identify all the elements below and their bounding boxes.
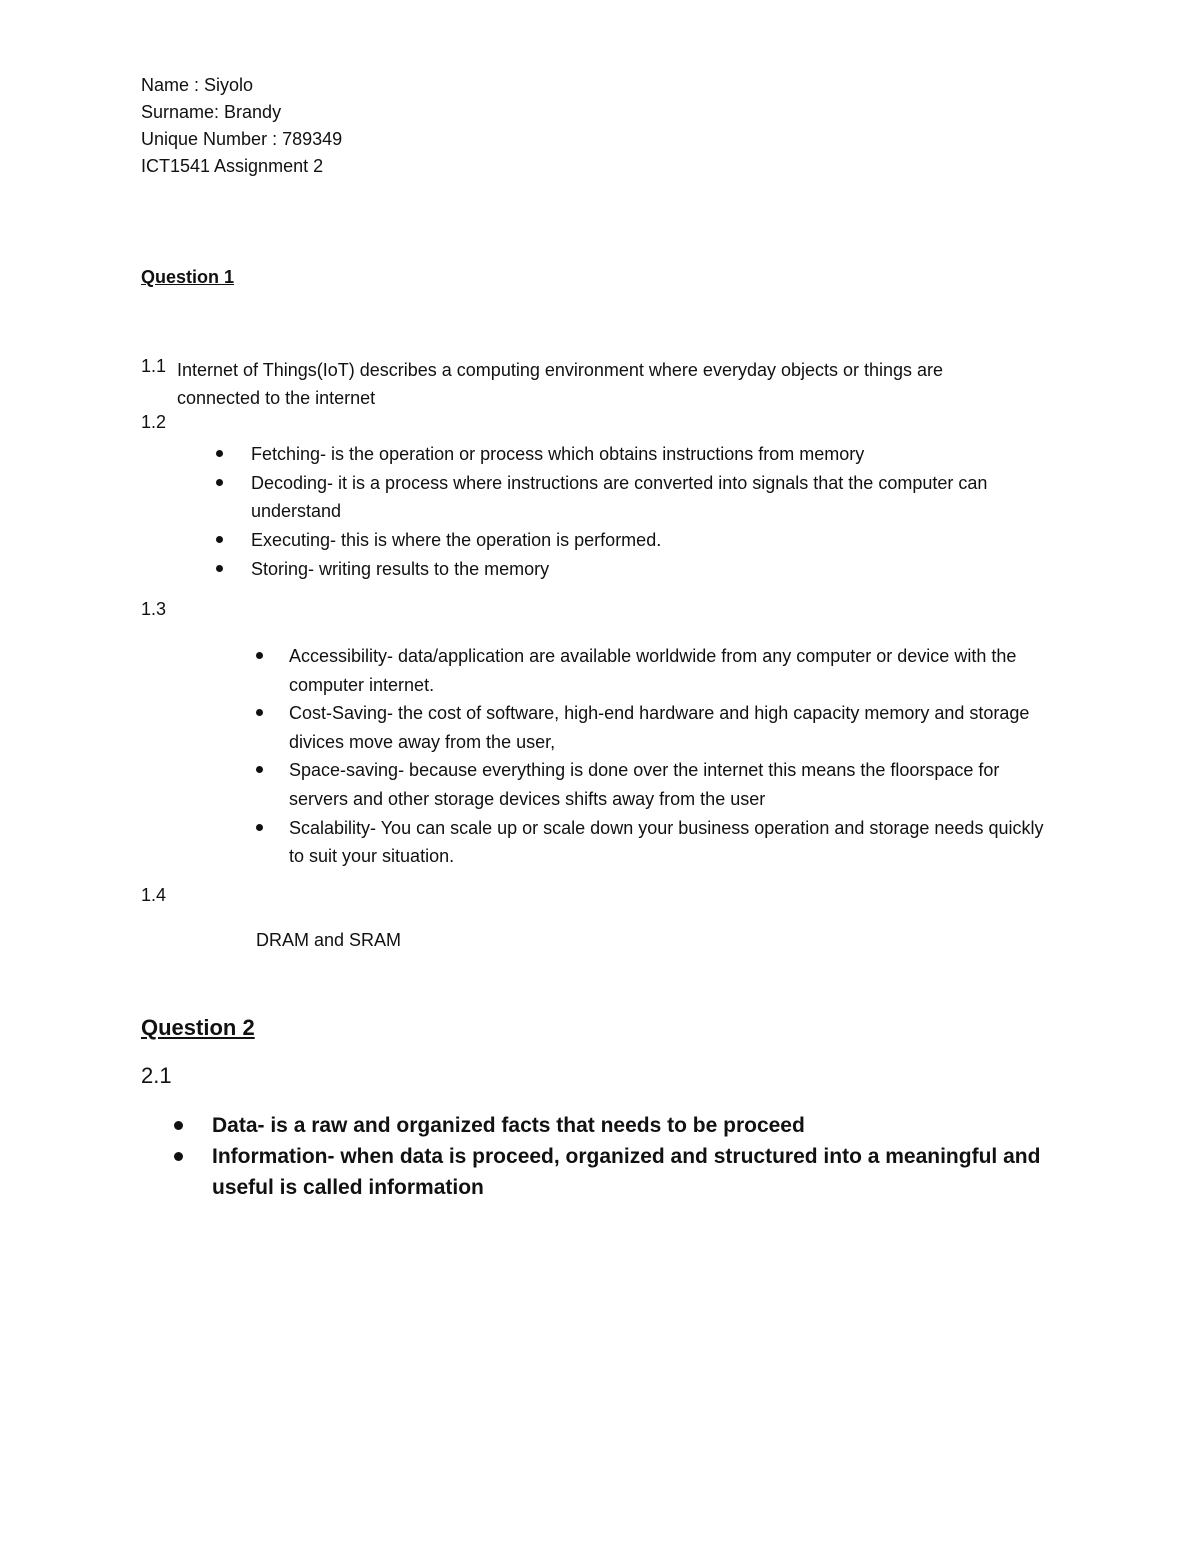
bullet-icon xyxy=(174,1152,183,1161)
bullet-icon xyxy=(174,1121,183,1130)
list-item-text: Storing- writing results to the memory xyxy=(251,559,550,579)
list-item xyxy=(289,814,1059,871)
question-2-heading: Question 2 xyxy=(141,1015,255,1040)
list-item xyxy=(251,440,1051,468)
question-2-1-list xyxy=(212,1110,1042,1203)
list-item-text: Decoding- it is a process where instructions are converted into signals that the computer can understand xyxy=(251,473,988,521)
list-item-text: Space-saving- because everything is done over the internet this means the floorspace for servers and other storage devices shifts away from the user xyxy=(289,760,1000,809)
bullet-icon xyxy=(256,709,263,716)
bullet-icon xyxy=(216,565,223,572)
answer-1-1-line-1: Internet of Things(IoT) describes a computing environment where everyday objects or things are xyxy=(177,360,944,380)
student-name: Name : Siyolo xyxy=(141,75,254,95)
question-2-1-number: 2.1 xyxy=(141,1063,172,1088)
list-item-text: Fetching- is the operation or process which obtains instructions from memory xyxy=(251,444,865,464)
list-item xyxy=(251,469,1051,525)
bullet-icon xyxy=(256,652,263,659)
list-item-text: Information- when data is proceed, organized and structured into a meaningful and useful is called information xyxy=(212,1145,1041,1199)
list-item xyxy=(212,1141,1042,1203)
question-1-1-answer xyxy=(177,356,1057,412)
list-item xyxy=(251,526,1051,554)
question-1-3-number: 1.3 xyxy=(141,599,167,619)
student-unique-number: Unique Number : 789349 xyxy=(141,129,343,149)
list-item xyxy=(289,642,1059,699)
question-1-4-number: 1.4 xyxy=(141,885,167,905)
bullet-icon xyxy=(256,824,263,831)
question-1-1-number: 1.1 xyxy=(141,356,167,376)
question-1-2-list xyxy=(251,440,1051,584)
list-item xyxy=(212,1110,1042,1141)
answer-1-1-line-2: connected to the internet xyxy=(177,388,376,408)
list-item-text: Scalability- You can scale up or scale down your business operation and storage needs quickly to suit your situation. xyxy=(289,817,1044,867)
list-item xyxy=(251,555,1051,583)
question-1-4-answer: DRAM and SRAM xyxy=(256,930,402,950)
question-1-2-number: 1.2 xyxy=(141,412,167,432)
bullet-icon xyxy=(216,479,223,486)
student-details xyxy=(141,72,342,180)
list-item-text: Accessibility- data/application are available worldwide from any computer or device with the computer internet. xyxy=(289,646,1017,695)
bullet-icon xyxy=(216,450,223,457)
assignment-title: ICT1541 Assignment 2 xyxy=(141,156,324,176)
list-item-text: Cost-Saving- the cost of software, high-end hardware and high capacity memory and storage divices move away from the user, xyxy=(289,703,1030,752)
list-item-text: Executing- this is where the operation is performed. xyxy=(251,530,662,550)
question-1-heading: Question 1 xyxy=(141,267,235,287)
student-surname: Surname: Brandy xyxy=(141,102,282,122)
bullet-icon xyxy=(216,536,223,543)
list-item xyxy=(289,756,1059,813)
bullet-icon xyxy=(256,766,263,773)
list-item-text: Data- is a raw and organized facts that needs to be proceed xyxy=(212,1114,805,1137)
list-item xyxy=(289,699,1059,756)
question-1-3-list xyxy=(289,642,1059,871)
